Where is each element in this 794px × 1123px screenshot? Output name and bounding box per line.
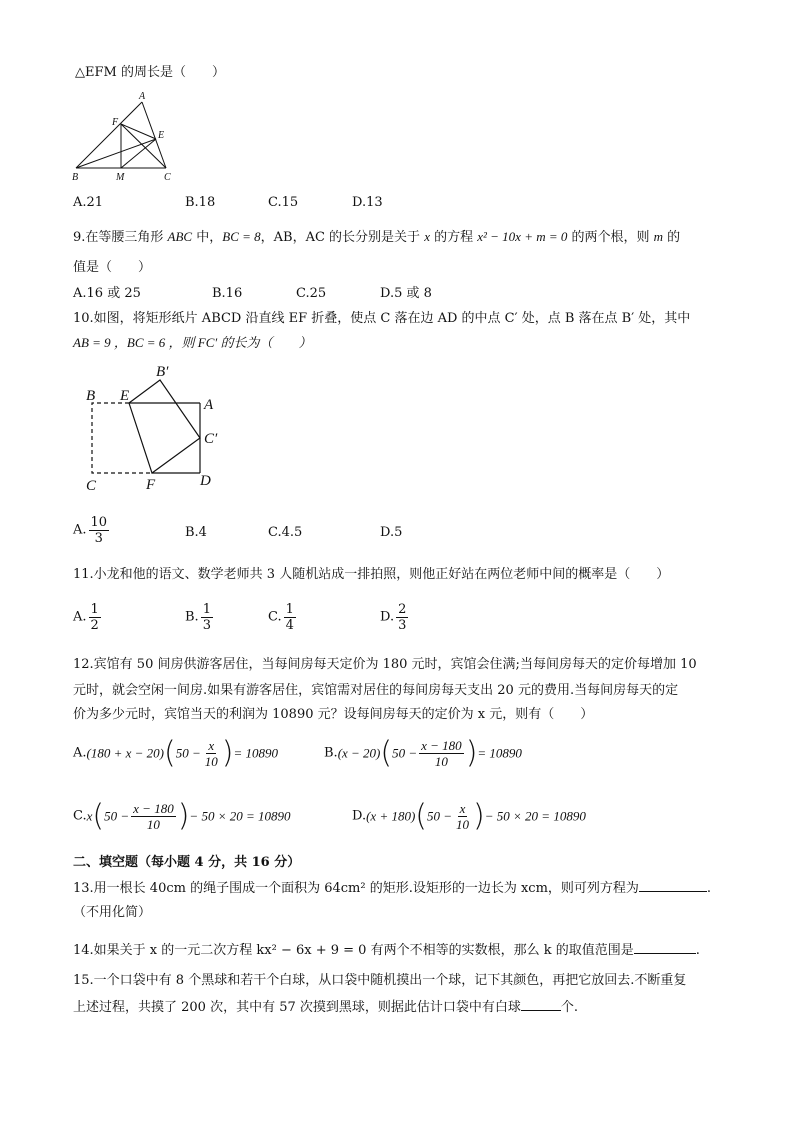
q10-option-d: D.5: [380, 525, 403, 540]
q10-option-b: B.4: [185, 525, 207, 540]
q11-option-d: D. $\frac{2}{3}$: [380, 602, 407, 633]
q10-option-c: C.4.5: [268, 525, 303, 540]
q8-label-b: B: [72, 172, 79, 183]
q11-option-a: A. $\frac{1}{2}$: [73, 602, 99, 633]
q10-rectangle-fold-figure: [82, 360, 232, 495]
q9-option-c: C.25: [296, 286, 327, 301]
q11-option-b: B. $\frac{1}{3}$: [185, 602, 211, 633]
q10-label-cprime: C′: [204, 431, 218, 447]
q12-line2: 元时，就会空闲一间房.如果有游客居住，宾馆需对居住的每间房每天支出 20 元的费用.当每间房每天的定: [73, 683, 679, 698]
q9-option-d: D.5 或 8: [380, 286, 432, 301]
q10-label-f: F: [146, 477, 156, 493]
q8-option-d: D.13: [352, 195, 383, 210]
q12-option-d: D.(x + 180)(50 − $\frac{x}{10}$ )− 50 × 20 = 10890: [352, 798, 586, 834]
q8-stem: △EFM 的周长是（ ）: [75, 65, 225, 80]
q14-answer-blank[interactable]: [634, 941, 696, 954]
q8-option-b: B.18: [185, 195, 216, 210]
section2-title: 二、填空题（每小题 4 分，共 16 分）: [73, 855, 301, 870]
q10-label-c: C: [86, 478, 97, 494]
q10-line2: AB = 9 ，BC = 6 ，则 FC′ 的长为（ ）: [73, 335, 312, 350]
q12-line1: 12.宾馆有 50 间房供游客居住，当每间房每天定价为 180 元时，宾馆会住满;当每间房每天的定价每增加 10: [73, 657, 697, 672]
q15-answer-blank[interactable]: [521, 998, 561, 1011]
q15-line1: 15.一个口袋中有 8 个黑球和若干个白球，从口袋中随机摸出一个球，记下其颜色，再把它放回去.不断重复: [73, 973, 687, 988]
q8-label-e: E: [158, 130, 165, 141]
q8-label-f: F: [112, 117, 119, 128]
q9-option-a: A.16 或 25: [73, 286, 141, 301]
q10-label-d: D: [200, 473, 211, 489]
q8-label-c: C: [164, 172, 171, 183]
q13-line2: （不用化简）: [73, 905, 152, 920]
q9-option-b: B.16: [212, 286, 243, 301]
q12-option-a: A.(180 + x − 20)(50 − $\frac{x}{10}$ )= 10890: [73, 735, 279, 771]
q10-label-e: E: [120, 388, 130, 404]
q9-line2: 值是（ ）: [73, 260, 152, 275]
q13-answer-blank[interactable]: [639, 879, 707, 892]
q8-label-a: A: [139, 91, 146, 102]
q10-label-bprime: B′: [156, 364, 169, 380]
q12-line3: 价为多少元时，宾馆当天的利润为 10890 元？设每间房每天的定价为 x 元，则有（ ）: [73, 707, 594, 722]
q8-option-a: A.21: [73, 195, 104, 210]
q10-label-b: B: [86, 388, 96, 404]
q9-line1: 9.在等腰三角形 ABC 中，BC = 8，AB，AC 的长分别是关于 x 的方程 x² − 10x + m = 0 的两个根，则 m 的: [73, 229, 681, 245]
q11-option-c: C. $\frac{1}{4}$: [268, 602, 294, 633]
q8-triangle-figure: [68, 88, 183, 184]
q10-label-a: A: [204, 397, 214, 413]
q15-line2: 上述过程，共摸了 200 次，其中有 57 次摸到黑球，则据此估计口袋中有白球 个.: [73, 1000, 579, 1015]
q14-line1: 14.如果关于 x 的一元二次方程 kx² − 6x + 9 = 0 有两个不相等的实数根，那么 k 的取值范围是 .: [73, 943, 700, 958]
q8-option-c: C.15: [268, 195, 299, 210]
q10-option-a: A. $\frac{10}{3}$: [73, 515, 108, 546]
q8-label-m: M: [116, 172, 125, 183]
q13-line1: 13.用一根长 40cm 的绳子围成一个面积为 64cm² 的矩形.设矩形的一边长为 xcm，则可列方程为 .: [73, 881, 712, 896]
q10-line1: 10.如图，将矩形纸片 ABCD 沿直线 EF 折叠，使点 C 落在边 AD 的中点 C′ 处，点 B 落在点 B′ 处，其中: [73, 311, 691, 326]
q12-option-c: C.x(50 − $\frac{x - 180}{10}$ )− 50 × 20 = 10890: [73, 798, 291, 834]
q12-option-b: B.(x − 20)(50 − $\frac{x - 180}{10}$ )= 10890: [324, 735, 522, 771]
q11-stem: 11.小龙和他的语文、数学老师共 3 人随机站成一排拍照，则他正好站在两位老师中间的概率是（ ）: [73, 567, 670, 582]
